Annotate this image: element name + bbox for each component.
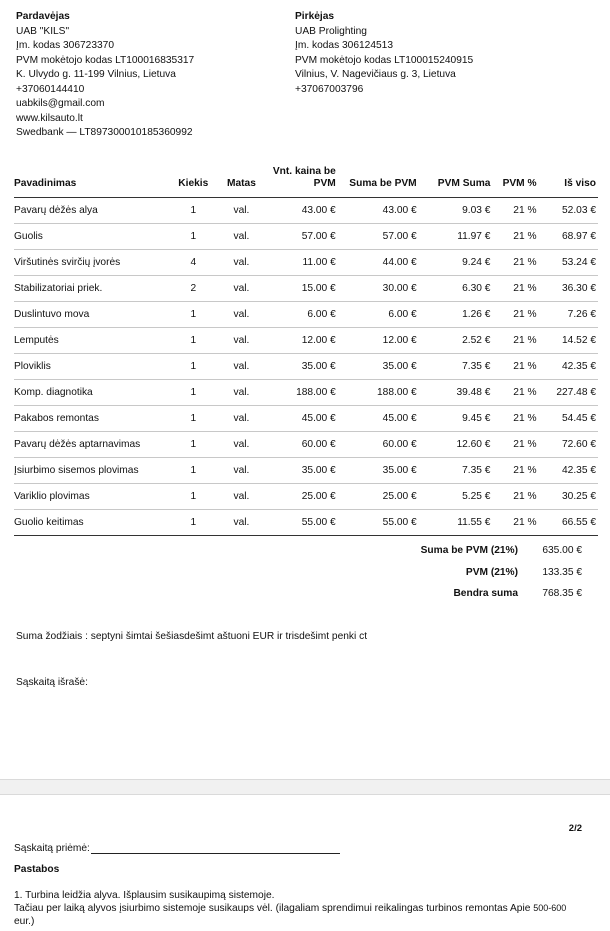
table-row: [14, 198, 598, 224]
cell-net-sum: 35.00 €: [338, 458, 419, 484]
cell-net-sum: 57.00 €: [338, 224, 419, 250]
cell-total: 72.60 €: [539, 432, 598, 458]
header-unit-price: [264, 162, 338, 198]
buyer-phone: +37067003796: [295, 83, 364, 95]
cell-unit: val.: [219, 354, 264, 380]
table-header-row: [14, 162, 598, 198]
cell-vat-sum: 11.55 €: [419, 510, 493, 536]
cell-vat-sum: 5.25 €: [419, 484, 493, 510]
cell-unit: val.: [219, 198, 264, 224]
cell-vat-percent: 21 %: [492, 432, 538, 458]
cell-vat-sum: 6.30 €: [419, 276, 493, 302]
cell-vat-percent: 21 %: [492, 302, 538, 328]
cell-qty: 1: [168, 354, 219, 380]
grand-total-row: [380, 583, 582, 605]
cell-vat-sum: 9.45 €: [419, 406, 493, 432]
cell-total: 30.25 €: [539, 484, 598, 510]
totals-block: [380, 540, 582, 605]
cell-unit: val.: [219, 458, 264, 484]
cell-unit-price: 55.00 €: [264, 510, 338, 536]
buyer-heading: Pirkėjas: [295, 11, 335, 22]
table-row: [14, 458, 598, 484]
cell-unit-price: 60.00 €: [264, 432, 338, 458]
cell-qty: 2: [168, 276, 219, 302]
cell-net-sum: 30.00 €: [338, 276, 419, 302]
cell-name: Komp. diagnotika: [14, 380, 168, 406]
cell-qty: 1: [168, 224, 219, 250]
header-vat-percent: PVM %: [492, 162, 538, 198]
table-row: [14, 328, 598, 354]
cell-qty: 1: [168, 380, 219, 406]
cell-unit-price: 6.00 €: [264, 302, 338, 328]
notes-line-2-text: Tačiau per laiką alyvos įsiurbimo sistemoje susikaups vėl. (ilagaliam sprendimui reikalingas turbinos remontas Apie: [14, 903, 534, 914]
table-row: [14, 432, 598, 458]
cell-qty: 1: [168, 328, 219, 354]
seller-block: [16, 10, 194, 141]
header-total: Iš viso: [539, 162, 598, 198]
notes-heading: Pastabos: [14, 864, 60, 875]
grand-total-value: 768.35 €: [542, 588, 582, 600]
cell-unit-price: 35.00 €: [264, 458, 338, 484]
cell-unit: val.: [219, 406, 264, 432]
table-row: [14, 406, 598, 432]
seller-website: www.kilsauto.lt: [16, 112, 83, 124]
cell-vat-percent: 21 %: [492, 510, 538, 536]
buyer-block: [295, 10, 473, 97]
cell-net-sum: 45.00 €: [338, 406, 419, 432]
cell-qty: 1: [168, 302, 219, 328]
cell-unit: val.: [219, 484, 264, 510]
notes-line-2-price: 500-600: [533, 903, 567, 913]
cell-total: 42.35 €: [539, 354, 598, 380]
cell-qty: 1: [168, 484, 219, 510]
header-unit: Matas: [219, 162, 264, 198]
table-row: [14, 484, 598, 510]
cell-net-sum: 43.00 €: [338, 198, 419, 224]
cell-total: 68.97 €: [539, 224, 598, 250]
total-vat-label: PVM (21%): [465, 566, 518, 578]
page-break-divider: [0, 779, 610, 795]
total-net-value: 635.00 €: [542, 545, 582, 557]
cell-total: 42.35 €: [539, 458, 598, 484]
total-net-label: Suma be PVM (21%): [420, 545, 518, 557]
cell-unit: val.: [219, 328, 264, 354]
seller-bank-account: Swedbank — LT897300010185360992: [16, 127, 193, 138]
buyer-vat-code: PVM mokėtojo kodas LT100015240915: [295, 54, 474, 66]
cell-total: 66.55 €: [539, 510, 598, 536]
cell-unit-price: 43.00 €: [264, 198, 338, 224]
page-number: 2/2: [568, 823, 582, 834]
header-unit-price-line2: PVM: [313, 178, 336, 189]
table-row: [14, 510, 598, 536]
cell-net-sum: 55.00 €: [338, 510, 419, 536]
invoice-items-table: [14, 162, 598, 536]
cell-qty: 1: [168, 458, 219, 484]
cell-vat-percent: 21 %: [492, 250, 538, 276]
cell-vat-sum: 7.35 €: [419, 354, 493, 380]
cell-name: Pakabos remontas: [14, 406, 168, 432]
cell-vat-percent: 21 %: [492, 354, 538, 380]
cell-vat-percent: 21 %: [492, 484, 538, 510]
table-row: [14, 276, 598, 302]
cell-name: Variklio plovimas: [14, 484, 168, 510]
cell-net-sum: 35.00 €: [338, 354, 419, 380]
cell-name: Pavarų dėžės aptarnavimas: [14, 432, 168, 458]
cell-unit-price: 15.00 €: [264, 276, 338, 302]
cell-name: Pavarų dėžės alya: [14, 198, 168, 224]
seller-phone: +37060144410: [16, 83, 85, 95]
cell-net-sum: 6.00 €: [338, 302, 419, 328]
cell-vat-percent: 21 %: [492, 198, 538, 224]
seller-vat-code: PVM mokėtojo kodas LT100016835317: [16, 54, 195, 66]
cell-net-sum: 60.00 €: [338, 432, 419, 458]
grand-total-label: Bendra suma: [453, 588, 518, 600]
cell-net-sum: 44.00 €: [338, 250, 419, 276]
cell-total: 54.45 €: [539, 406, 598, 432]
cell-qty: 1: [168, 432, 219, 458]
total-net-row: [380, 540, 582, 562]
cell-qty: 1: [168, 198, 219, 224]
cell-vat-percent: 21 %: [492, 458, 538, 484]
cell-unit-price: 35.00 €: [264, 354, 338, 380]
cell-total: 36.30 €: [539, 276, 598, 302]
cell-vat-sum: 2.52 €: [419, 328, 493, 354]
cell-name: Viršutinės svirčių įvorės: [14, 250, 168, 276]
cell-net-sum: 25.00 €: [338, 484, 419, 510]
cell-net-sum: 12.00 €: [338, 328, 419, 354]
cell-name: Stabilizatoriai priek.: [14, 276, 168, 302]
cell-total: 53.24 €: [539, 250, 598, 276]
cell-total: 52.03 €: [539, 198, 598, 224]
cell-unit: val.: [219, 250, 264, 276]
cell-vat-sum: 9.03 €: [419, 198, 493, 224]
cell-unit: val.: [219, 380, 264, 406]
cell-vat-sum: 39.48 €: [419, 380, 493, 406]
cell-unit-price: 25.00 €: [264, 484, 338, 510]
cell-unit-price: 12.00 €: [264, 328, 338, 354]
cell-unit: val.: [219, 276, 264, 302]
buyer-address: Vilnius, V. Nagevičiaus g. 3, Lietuva: [295, 69, 456, 80]
cell-unit: val.: [219, 510, 264, 536]
table-row: [14, 354, 598, 380]
cell-vat-sum: 7.35 €: [419, 458, 493, 484]
cell-name: Lemputės: [14, 328, 168, 354]
invoice-received-field: [14, 843, 340, 854]
cell-total: 14.52 €: [539, 328, 598, 354]
cell-vat-sum: 11.97 €: [419, 224, 493, 250]
header-name: Pavadinimas: [14, 162, 168, 198]
table-row: [14, 250, 598, 276]
cell-vat-sum: 12.60 €: [419, 432, 493, 458]
seller-company: UAB "KILS": [16, 25, 70, 37]
cell-vat-percent: 21 %: [492, 380, 538, 406]
total-vat-value: 133.35 €: [542, 566, 582, 578]
cell-unit-price: 45.00 €: [264, 406, 338, 432]
notes-text: [14, 889, 574, 928]
cell-unit-price: 11.00 €: [264, 250, 338, 276]
cell-name: Guolis: [14, 224, 168, 250]
header-net-sum: Suma be PVM: [338, 162, 419, 198]
cell-total: 7.26 €: [539, 302, 598, 328]
cell-vat-percent: 21 %: [492, 276, 538, 302]
table-row: [14, 302, 598, 328]
sum-in-words: Suma žodžiais : septyni šimtai šešiasdešimt aštuoni EUR ir trisdešimt penki ct: [16, 631, 368, 642]
cell-unit: val.: [219, 302, 264, 328]
header-qty: Kiekis: [168, 162, 219, 198]
table-row: [14, 380, 598, 406]
cell-vat-percent: 21 %: [492, 328, 538, 354]
seller-email: uabkils@gmail.com: [16, 98, 105, 109]
total-vat-row: [380, 562, 582, 584]
cell-name: Įsiurbimo sisemos plovimas: [14, 458, 168, 484]
notes-line-2: [14, 902, 574, 915]
cell-total: 227.48 €: [539, 380, 598, 406]
buyer-company: UAB Prolighting: [295, 25, 367, 37]
header-unit-price-line1: Vnt. kaina be: [272, 166, 336, 177]
buyer-company-code: Įm. kodas 306124513: [295, 40, 393, 51]
signature-line: [91, 843, 340, 854]
cell-net-sum: 188.00 €: [338, 380, 419, 406]
seller-heading: Pardavėjas: [16, 11, 70, 22]
notes-line-3: eur.): [14, 916, 35, 927]
seller-company-code: Įm. kodas 306723370: [16, 40, 114, 51]
cell-qty: 4: [168, 250, 219, 276]
notes-line-1: 1. Turbina leidžia alyva. Išplausim susikaupimą sistemoje.: [14, 890, 275, 901]
cell-qty: 1: [168, 510, 219, 536]
header-vat-sum: PVM Suma: [419, 162, 493, 198]
cell-vat-sum: 9.24 €: [419, 250, 493, 276]
invoice-received-label: Sąskaitą priėmė:: [14, 843, 90, 854]
cell-unit-price: 57.00 €: [264, 224, 338, 250]
cell-unit: val.: [219, 224, 264, 250]
cell-vat-percent: 21 %: [492, 224, 538, 250]
seller-address: K. Ulvydo g. 11-199 Vilnius, Lietuva: [16, 69, 176, 80]
cell-name: Duslintuvo mova: [14, 302, 168, 328]
cell-name: Guolio keitimas: [14, 510, 168, 536]
cell-unit-price: 188.00 €: [264, 380, 338, 406]
cell-vat-sum: 1.26 €: [419, 302, 493, 328]
cell-name: Ploviklis: [14, 354, 168, 380]
cell-qty: 1: [168, 406, 219, 432]
table-row: [14, 224, 598, 250]
cell-vat-percent: 21 %: [492, 406, 538, 432]
cell-unit: val.: [219, 432, 264, 458]
invoice-issued-label: Sąskaitą išrašė:: [16, 677, 88, 688]
